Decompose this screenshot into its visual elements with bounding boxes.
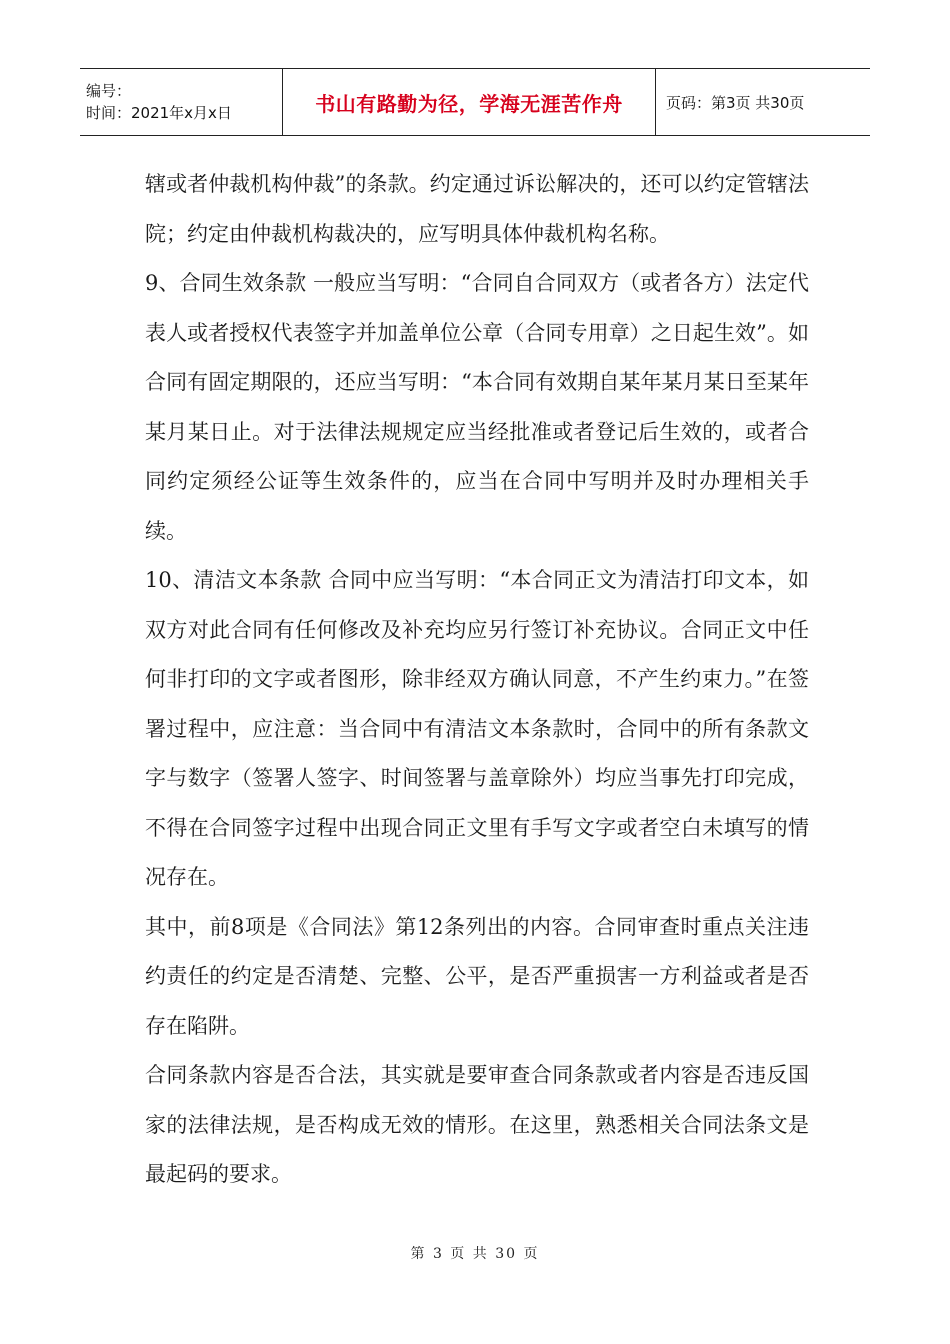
date-label: 时间：2021年x月x日 bbox=[86, 104, 232, 122]
header-meta bbox=[80, 69, 282, 135]
serial-number-label: 编号： bbox=[86, 82, 132, 100]
header-motto: 书山有路勤为径，学海无涯苦作舟 bbox=[282, 69, 656, 135]
document-body bbox=[145, 160, 809, 1200]
paragraph: 辖或者仲裁机构仲裁”的条款。约定通过诉讼解决的，还可以约定管辖法院；约定由仲裁机构裁决的，应写明具体仲裁机构名称。 bbox=[145, 172, 809, 246]
paragraph: 其中，前8项是《合同法》第12条列出的内容。合同审查时重点关注违约责任的约定是否清楚、完整、公平，是否严重损害一方利益或者是否存在陷阱。 bbox=[145, 914, 809, 1038]
page-footer: 第 3 页 共 30 页 bbox=[410, 1246, 540, 1262]
header-page-number: 页码：第3页 共30页 bbox=[666, 93, 805, 112]
page-header bbox=[80, 68, 870, 136]
paragraph: 9、合同生效条款 一般应当写明：“合同自合同双方（或者各方）法定代表人或者授权代表签字并加盖单位公章（合同专用章）之日起生效”。如合同有固定期限的，还应当写明：“本合同有效期自某年某月某日至某年某月某日止。对于法律法规规定应当经批准或者登记后生效的，或者合同约定须经公证等生效条件的，应当在合同中写明并及时办理相关手续。 bbox=[145, 271, 809, 543]
paragraph: 合同条款内容是否合法，其实就是要审查合同条款或者内容是否违反国家的法律法规，是否构成无效的情形。在这里，熟悉相关合同法条文是最起码的要求。 bbox=[145, 1063, 809, 1186]
paragraph: 10、清洁文本条款 合同中应当写明：“本合同正文为清洁打印文本，如双方对此合同有任何修改及补充均应另行签订补充协议。合同正文中任何非打印的文字或者图形，除非经双方确认同意，不产生约束力。”在签署过程中，应注意：当合同中有清洁文本条款时，合同中的所有条款文字与数字（签署人签字、时间签署与盖章除外）均应当事先打印完成，不得在合同签字过程中出现合同正文里有手写文字或者空白未填写的情况存在。 bbox=[145, 568, 809, 889]
